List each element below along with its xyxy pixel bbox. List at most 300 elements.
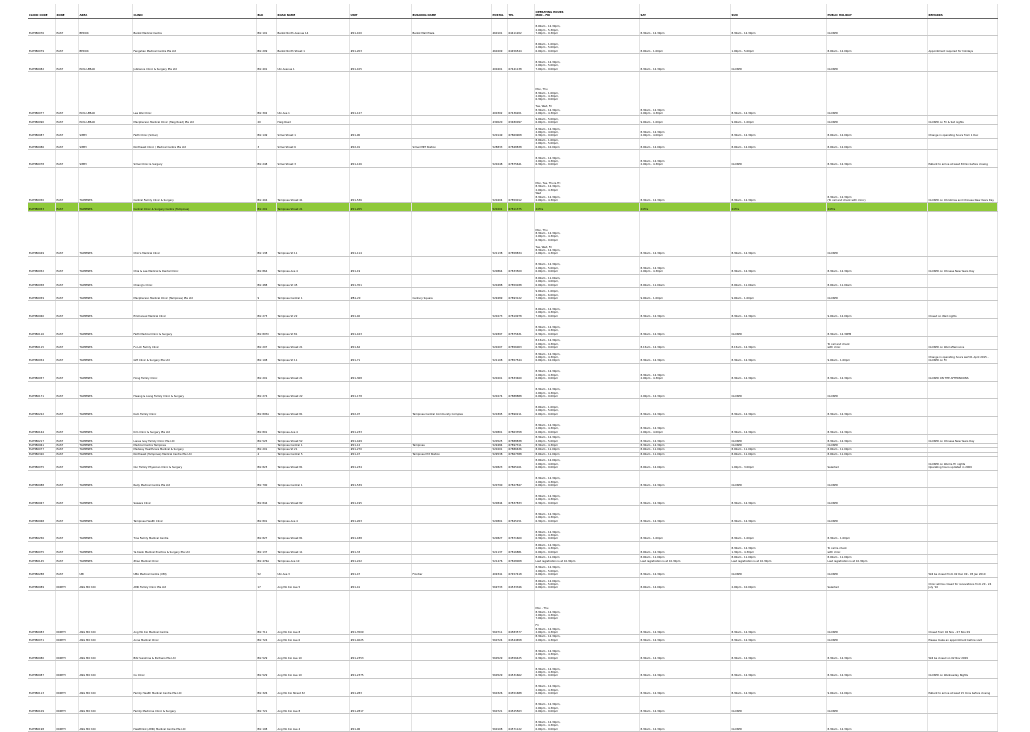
cell-code: ELPHB0075 bbox=[28, 457, 55, 470]
table-row bbox=[28, 417, 997, 435]
cell-tel: 64525563 bbox=[507, 696, 534, 714]
cell-road: Ang Mo Kio Street 32 bbox=[276, 678, 349, 696]
table-row bbox=[28, 256, 997, 274]
cell-tel: 67436201 bbox=[507, 71, 534, 116]
cell-area: PAYA LEBAR bbox=[78, 71, 132, 116]
cell-bldg: Tampines Central Community Complex bbox=[411, 399, 491, 417]
cell-blk: Blk 525 bbox=[256, 435, 276, 444]
cell-zone: EAST bbox=[55, 274, 78, 287]
cell-clinic: Kim Clinic & Surgery Pte Ltd bbox=[132, 417, 256, 435]
cell-ph: 9.00am - 12.00pm bbox=[826, 678, 927, 696]
cell-area: TAMPINES bbox=[78, 417, 132, 435]
cell-unit: #01-163 bbox=[349, 319, 411, 337]
cell-bldg bbox=[411, 319, 491, 337]
cell-unit bbox=[349, 116, 411, 125]
cell-mon: 8.30am - 12.30pm, 2.00pm - 4.30pm, 6.00pm - 9.00pm bbox=[534, 417, 639, 435]
cell-clinic: Family Medicine Clinic & Surgery bbox=[132, 696, 256, 714]
cell-ph: 8.30am - 12.30pm bbox=[826, 643, 927, 661]
cell-sun: CLOSED bbox=[730, 443, 826, 447]
cell-blk: Blk 101 bbox=[256, 18, 276, 36]
cell-road: Tampines Ave 4 bbox=[276, 417, 349, 435]
cell-tel: 67886636 bbox=[507, 448, 534, 452]
cell-road: Tampines Street 21 bbox=[276, 337, 349, 350]
cell-ph: 8.30am - 12.30pm bbox=[826, 149, 927, 167]
cell-mon: 8.00am - 12.30pm, 2.00pm - 5.30pm, 7.00pm - 9.30pm bbox=[534, 18, 639, 36]
cell-area: ANG MO KIO bbox=[78, 714, 132, 732]
cell-sat: 8.30am - 12.30pm 2.00pm - 4.00pm bbox=[639, 125, 730, 138]
cell-postal: 560529 bbox=[491, 661, 507, 679]
cell-sun: 8.30am - 12.30pm bbox=[730, 167, 826, 203]
cell-bldg bbox=[411, 203, 491, 212]
cell-tel: 64544658 bbox=[507, 635, 534, 643]
cell-zone: EAST bbox=[55, 506, 78, 524]
cell-zone: NORTH bbox=[55, 643, 78, 661]
table-row bbox=[28, 661, 997, 679]
cell-area: BEDOK bbox=[78, 36, 132, 54]
cell-code: ELPHB0071 bbox=[28, 635, 55, 643]
cell-unit: #01-2817 bbox=[349, 696, 411, 714]
cell-tel: 67897311 bbox=[507, 443, 534, 447]
cell-ph: 8.30am - 1.00pm bbox=[826, 524, 927, 542]
table-row bbox=[28, 564, 997, 577]
cell-ph: CLOSED bbox=[826, 590, 927, 635]
cell-area: ANG MO KIO bbox=[78, 635, 132, 643]
cell-blk: 52 bbox=[256, 564, 276, 577]
cell-sat: 8.30am - 12.30pm 2.00pm - 4.00pm bbox=[639, 417, 730, 435]
cell-sat: 8.30am - 12.30pm bbox=[639, 590, 730, 635]
cell-sun: 8.30am - 12.30pm bbox=[730, 399, 826, 417]
cell-rem: CLOSED on Chinese New Years Day bbox=[927, 435, 997, 444]
cell-ph: 8.30am - 12.30pm bbox=[826, 363, 927, 381]
cell-sat: 8.30am - 12.30pm bbox=[639, 167, 730, 203]
cell-code: ELPHB0058 bbox=[28, 274, 55, 287]
cell-clinic: Zhao Medical Clinic bbox=[132, 555, 256, 564]
table-row bbox=[28, 381, 997, 399]
cell-blk: Blk 864 bbox=[256, 256, 276, 274]
cell-clinic: Chin's Medical Clinic bbox=[132, 212, 256, 257]
cell-postal: 520801 bbox=[491, 417, 507, 435]
cell-clinic: Kam Family Clinic bbox=[132, 399, 256, 417]
cell-mon: 8.30am - 12.30pm, 2.00pm - 5.00pm, 6.00pm - 9.00pm bbox=[534, 564, 639, 577]
cell-area: TAMPINES bbox=[78, 212, 132, 257]
cell-sun: 8.30am - 12.30pm bbox=[730, 18, 826, 36]
cell-postal: 520273 bbox=[491, 301, 507, 319]
cell-road: Tampines St 81 bbox=[276, 319, 349, 337]
cell-mon: 8.30am - 12.30pm, 2.00pm - 4.30pm, 6.30pm - 9.00pm bbox=[534, 488, 639, 506]
cell-clinic: Sawara Clinic bbox=[132, 488, 256, 506]
cell-postal: 528833 bbox=[491, 138, 507, 149]
cell-area: ANG MO KIO bbox=[78, 577, 132, 590]
cell-mon: 8.30am - 12.30pm, 2.00pm - 4.30pm, 6.00pm - 10.00pm bbox=[534, 350, 639, 363]
cell-tel: 67857544 bbox=[507, 350, 534, 363]
cell-unit: #01-234 bbox=[349, 457, 411, 470]
cell-postal: 520201 bbox=[491, 448, 507, 452]
cell-clinic: Ang Mo Kio Medical Centre bbox=[132, 590, 256, 635]
cell-tel: 67845151 bbox=[507, 506, 534, 524]
cell-postal: 520823 bbox=[491, 457, 507, 470]
cell-unit: #01-47 bbox=[349, 452, 411, 456]
cell-code: ELPHB0079 bbox=[28, 36, 55, 54]
cell-zone: NORTH bbox=[55, 577, 78, 590]
cell-ph: CLOSED bbox=[826, 212, 927, 257]
cell-sat: 8.30am - 12.30pm bbox=[639, 18, 730, 36]
cell-tel: 67457418 bbox=[507, 564, 534, 577]
cell-area: TAMPINES bbox=[78, 457, 132, 470]
cell-road: Simei Street 3 bbox=[276, 149, 349, 167]
column-header: SUN bbox=[730, 4, 826, 18]
table-row bbox=[28, 350, 997, 363]
cell-unit: #01-105 bbox=[349, 54, 411, 72]
cell-tel: 63480097 bbox=[507, 116, 534, 125]
cell-clinic: Fu Loh Family Clinic bbox=[132, 337, 256, 350]
cell-unit: #01-222 bbox=[349, 555, 411, 564]
cell-area: TAMPINES bbox=[78, 381, 132, 399]
cell-sat: 8.15am - 12.30pm bbox=[639, 337, 730, 350]
cell-sat: 9.00am - 1.00pm bbox=[639, 116, 730, 125]
cell-ph: 8.30am - 12.30pm bbox=[826, 399, 927, 417]
cell-mon: 9.00am - 1.00pm, 2.00pm - 6.00pm, 7.00pm - 9.00pm bbox=[534, 288, 639, 301]
cell-postal: 560711 bbox=[491, 590, 507, 635]
cell-area: ANG MO KIO bbox=[78, 590, 132, 635]
cell-sun: 8.30am - 12.30pm bbox=[730, 488, 826, 506]
cell-road: Tampines Street 82 bbox=[276, 488, 349, 506]
cell-unit: #01-263 bbox=[349, 506, 411, 524]
cell-postal: 521476 bbox=[491, 555, 507, 564]
cell-zone: EAST bbox=[55, 138, 78, 149]
cell-zone: EAST bbox=[55, 212, 78, 257]
cell-tel: 67828008 bbox=[507, 555, 534, 564]
cell-tel: 64551688 bbox=[507, 678, 534, 696]
cell-blk: Blk 404 bbox=[256, 167, 276, 203]
cell-zone: EAST bbox=[55, 381, 78, 399]
cell-road: Bedok North Avenue 14 bbox=[276, 18, 349, 36]
cell-code: ELPHB0115 bbox=[28, 337, 55, 350]
cell-unit: #01-283 bbox=[349, 678, 411, 696]
cell-sat: 8.30am - 12.30pm bbox=[639, 564, 730, 577]
cell-clinic: Medical Centre Tampines bbox=[132, 443, 256, 447]
cell-road: Tampines Street 52 bbox=[276, 435, 349, 444]
cell-code: ELPHB0089 bbox=[28, 577, 55, 590]
cell-zone: EAST bbox=[55, 337, 78, 350]
cell-sat: 8.00am - 1.00pm bbox=[639, 36, 730, 54]
cell-rem bbox=[927, 524, 997, 542]
cell-zone: EAST bbox=[55, 363, 78, 381]
table-row bbox=[28, 643, 997, 661]
cell-sat: 8.30am - 12.30pm bbox=[639, 212, 730, 257]
cell-code: ELPHB0320 bbox=[28, 452, 55, 456]
cell-ph: 8.00am - 11.00pm Last registration is at 10.30pm bbox=[826, 555, 927, 564]
cell-rem: Patient to arrive at least 30min before closing bbox=[927, 149, 997, 167]
cell-blk: Blk 895A bbox=[256, 399, 276, 417]
cell-code: ELPHB0116 bbox=[28, 319, 55, 337]
cell-rem bbox=[927, 203, 997, 212]
cell-clinic: Central Clinic & Surgery Centre (Tampines) bbox=[132, 203, 256, 212]
cell-sun: 8.30am - 1.00pm bbox=[730, 524, 826, 542]
cell-sat: 8.00am - 12.00pm bbox=[639, 577, 730, 590]
cell-mon: 8.30am - 12.30pm, 2.00pm - 4.00pm, 6.30pm - 9.00pm bbox=[534, 125, 639, 138]
cell-road: Tampines St 45 bbox=[276, 274, 349, 287]
cell-ph: CLOSED bbox=[826, 488, 927, 506]
cell-ph: CLOSED bbox=[826, 18, 927, 36]
cell-ph: CLOSED bbox=[826, 506, 927, 524]
cell-road: Tampines Street 81 bbox=[276, 524, 349, 542]
cell-clinic: Cu Clinic bbox=[132, 661, 256, 679]
cell-sun: 8.30am - 12.30pm bbox=[730, 506, 826, 524]
cell-road: Tampines Ave 4 bbox=[276, 506, 349, 524]
cell-postal: 560108 bbox=[491, 714, 507, 732]
cell-bldg bbox=[411, 635, 491, 643]
cell-bldg bbox=[411, 555, 491, 564]
cell-zone: NORTH bbox=[55, 714, 78, 732]
cell-unit: #01-270 bbox=[349, 448, 411, 452]
cell-postal: 520207 bbox=[491, 337, 507, 350]
cell-code: ELPHB0145 bbox=[28, 555, 55, 564]
cell-zone: NORTH bbox=[55, 678, 78, 696]
cell-blk: Blk 711 bbox=[256, 590, 276, 635]
cell-clinic: Anna Medical Clinic bbox=[132, 635, 256, 643]
table-row bbox=[28, 399, 997, 417]
cell-tel: 67890211 bbox=[507, 399, 534, 417]
header-row bbox=[28, 4, 997, 18]
cell-clinic: Healthlink (AMK) Medical Centre Pte Ltd bbox=[132, 714, 256, 732]
cell-clinic: Family Health Medical Centre Pte Ltd bbox=[132, 678, 256, 696]
cell-unit: #01-4025 bbox=[349, 635, 411, 643]
cell-unit: #01-2375 bbox=[349, 661, 411, 679]
cell-postal: 560724 bbox=[491, 635, 507, 643]
cell-sat: 8.30am - 12.30pm bbox=[639, 714, 730, 732]
cell-area: TAMPINES bbox=[78, 319, 132, 337]
cell-clinic: Chiang's Clinic bbox=[132, 274, 256, 287]
cell-sun: CLOSED bbox=[730, 381, 826, 399]
cell-zone: EAST bbox=[55, 541, 78, 554]
cell-postal: 520525 bbox=[491, 435, 507, 444]
cell-bldg bbox=[411, 350, 491, 363]
cell-ph: 8.00am - 12.00pm bbox=[826, 138, 927, 149]
cell-unit: #01-536 bbox=[349, 167, 411, 203]
cell-blk: Blk 529 bbox=[256, 643, 276, 661]
cell-bldg bbox=[411, 457, 491, 470]
cell-mon: 8.30am - 12.30pm, 2.00pm - 4.30pm, 6.00pm - 9.00pm bbox=[534, 714, 639, 732]
cell-mon: 8.00am - 1.00pm, 2.00pm - 5.00pm, 6.00pm - 10.00pm bbox=[534, 138, 639, 149]
cell-postal: 400302 bbox=[491, 71, 507, 116]
cell-mon: Mon, Tue, Thu & Fri 8.30am - 12.30pm, 2.00pm - 4.30pm Wed 8.30am - 12.30pm, 2.00pm - 4.30pm bbox=[534, 167, 639, 203]
cell-blk: Blk 138 bbox=[256, 212, 276, 257]
cell-mon: 8.30am - 12.30pm, 2.00pm - 4.30pm, 6.00pm - 9.00pm bbox=[534, 470, 639, 488]
cell-sun: 8.30am - 12.30pm bbox=[730, 635, 826, 643]
cell-clinic: Macpherson Medical Clinic (Tampines) Pte Ltd bbox=[132, 288, 256, 301]
table-row bbox=[28, 457, 997, 470]
spreadsheet-page bbox=[28, 4, 997, 732]
cell-zone: NORTH bbox=[55, 635, 78, 643]
cell-blk: Blk 149 bbox=[256, 125, 276, 138]
cell-mon: 8.30am - 12.30pm, 2.00pm - 4.30pm, 6.30pm - 9.00pm bbox=[534, 319, 639, 337]
cell-code: ELPHB0222 bbox=[28, 399, 55, 417]
cell-tel: 67859012 bbox=[507, 167, 534, 203]
cell-sat: 8.30am - 12.30pm bbox=[639, 470, 730, 488]
cell-clinic: Jubilance Clinic & Surgery Pte Ltd bbox=[132, 54, 256, 72]
column-header: AREA bbox=[78, 4, 132, 18]
cell-sat: 8.30am - 12.30pm bbox=[639, 443, 730, 447]
cell-bldg bbox=[411, 363, 491, 381]
cell-area: SIMEI bbox=[78, 125, 132, 138]
cell-unit: #01-71 bbox=[349, 350, 411, 363]
cell-postal: 400401 bbox=[491, 54, 507, 72]
cell-zone: EAST bbox=[55, 18, 78, 36]
cell-ph: 24Hrs bbox=[826, 203, 927, 212]
cell-road: Tampines Central 5 bbox=[276, 452, 349, 456]
cell-tel: 64571122 bbox=[507, 714, 534, 732]
column-header: UNIT bbox=[349, 4, 411, 18]
cell-sun: 8.30am - 12.30pm bbox=[730, 678, 826, 696]
cell-sun: 8.30am - 12.30pm bbox=[730, 643, 826, 661]
cell-sun: CLOSED bbox=[730, 696, 826, 714]
cell-tel: 67816881 bbox=[507, 541, 534, 554]
cell-blk: 17 bbox=[256, 577, 276, 590]
cell-clinic: Bitz Sunshine & Partners Pte Ltd bbox=[132, 643, 256, 661]
cell-sun: 8.00am - 11.00pm bbox=[730, 452, 826, 456]
cell-rem: Will be closed from 02 Dec 09 - 05 Jan 2010 bbox=[927, 564, 997, 577]
cell-tel: 64583577 bbox=[507, 590, 534, 635]
cell-clinic: Faith Clinic (Simei) bbox=[132, 125, 256, 138]
cell-postal: 521108 bbox=[491, 350, 507, 363]
cell-road: Ang Mo Kio Ave 6 bbox=[276, 635, 349, 643]
cell-ph: 9.00am - 1.00pm bbox=[826, 350, 927, 363]
cell-zone: NORTH bbox=[55, 661, 78, 679]
cell-bldg bbox=[411, 54, 491, 72]
cell-zone: EAST bbox=[55, 288, 78, 301]
cell-ph: 8.00am - 11.00pm bbox=[826, 452, 927, 456]
cell-sun: 8.30am - 12.30pm bbox=[730, 417, 826, 435]
cell-zone: EAST bbox=[55, 524, 78, 542]
cell-ph: CLOSED bbox=[826, 116, 927, 125]
cell-blk: Blk 108 bbox=[256, 714, 276, 732]
cell-mon: 9.00am - 5.00pm, 6.00pm - 9.00pm bbox=[534, 116, 639, 125]
cell-mon: 8.30am - 12.30pm, 2.00pm - 4.30pm, 6.30pm - 9.00pm bbox=[534, 661, 639, 679]
cell-sun: 8.30am - 12.30pm bbox=[730, 256, 826, 274]
cell-area: ANG MO KIO bbox=[78, 696, 132, 714]
cell-mon: 8.00am - 12.30pm, 2.00pm - 4.30pm, 7.00pm - 9.00pm bbox=[534, 301, 639, 319]
cell-sun: 8.00am - 11.00pm Last registration is at 10.30pm bbox=[730, 555, 826, 564]
cell-code: ELPHB0288 bbox=[28, 564, 55, 577]
cell-zone: EAST bbox=[55, 54, 78, 72]
cell-code: ELPHB0067 bbox=[28, 488, 55, 506]
cell-mon: 8.30am - 12.30pm, 2.00pm - 4.30pm, 6.00pm - 9.00pm bbox=[534, 363, 639, 381]
cell-ph: 8.30am - 12.30pm bbox=[826, 256, 927, 274]
cell-sat: 24Hrs bbox=[639, 203, 730, 212]
cell-clinic: Redy Medical Centre Pte Ltd bbox=[132, 470, 256, 488]
cell-area: ANG MO KIO bbox=[78, 678, 132, 696]
cell-bldg bbox=[411, 435, 491, 444]
cell-tel: 67863358 bbox=[507, 417, 534, 435]
cell-rem bbox=[927, 417, 997, 435]
cell-road: Ang Mo Kio Ave 10 bbox=[276, 643, 349, 661]
cell-unit: #01-205 bbox=[349, 203, 411, 212]
cell-code: ELPHB0059 bbox=[28, 288, 55, 301]
cell-mon: 24Hrs bbox=[534, 203, 639, 212]
cell-unit: #01-195 bbox=[349, 488, 411, 506]
cell-bldg: Bedok Mall Plaza bbox=[411, 18, 491, 36]
cell-ph: Selected bbox=[826, 457, 927, 470]
cell-bldg bbox=[411, 524, 491, 542]
cell-area: TAMPINES bbox=[78, 301, 132, 319]
cell-sat: 8.00am - 11.00pm bbox=[639, 452, 730, 456]
cell-rem bbox=[927, 319, 997, 337]
cell-clinic: Tina Family Medical Centre bbox=[132, 524, 256, 542]
table-row bbox=[28, 541, 997, 554]
cell-postal: 520844 bbox=[491, 488, 507, 506]
cell-rem: Closed on Wed nights bbox=[927, 301, 997, 319]
cell-bldg bbox=[411, 661, 491, 679]
cell-sun: CLOSED bbox=[730, 564, 826, 577]
cell-road: Ang Mo Kio Ave 4 bbox=[276, 714, 349, 732]
cell-postal: 520201 bbox=[491, 203, 507, 212]
cell-road: Tampines St 11 bbox=[276, 350, 349, 363]
cell-ph: 8.30am - 12.30pm bbox=[826, 417, 927, 435]
cell-rem: CLOSED on Wed afternoons bbox=[927, 337, 997, 350]
cell-mon: 8.30am - 12.30pm, 2.00pm - 4.30pm, 6.00pm - 9.00pm bbox=[534, 696, 639, 714]
cell-area: PAYA LEBAR bbox=[78, 116, 132, 125]
cell-ph: CLOSED bbox=[826, 71, 927, 116]
cell-rem: CLOSED on Christmas and Chinese New Years Day bbox=[927, 167, 997, 203]
cell-clinic: Northeast (Tampines) Medical Centre Pte Ltd bbox=[132, 452, 256, 456]
cell-ph: 8.00am - 11.00pm bbox=[826, 448, 927, 452]
column-header: ZONE bbox=[55, 4, 78, 18]
cell-bldg bbox=[411, 506, 491, 524]
cell-road: Ang Mo Kio Ave 5 bbox=[276, 577, 349, 590]
cell-mon: 8.00am - 12.00pm, 2.00pm - 4.00pm, 6.00pm - 9.00pm bbox=[534, 457, 639, 470]
cell-bldg: Tampines bbox=[411, 443, 491, 447]
column-header: REMARKS bbox=[927, 4, 997, 18]
cell-sat: 8.30am - 12.30pm bbox=[639, 301, 730, 319]
table-row bbox=[28, 524, 997, 542]
cell-zone: EAST bbox=[55, 167, 78, 203]
cell-area: ANG MO KIO bbox=[78, 661, 132, 679]
cell-sun: 8.00am - 12.00pm bbox=[730, 138, 826, 149]
cell-postal: 520864 bbox=[491, 256, 507, 274]
table-row bbox=[28, 18, 997, 36]
cell-mon: 8.30am - 12.30pm, 2.00pm - 5.00pm bbox=[534, 435, 639, 444]
cell-unit: #02-01 bbox=[349, 138, 411, 149]
cell-code: ELPHB0080 bbox=[28, 643, 55, 661]
cell-code: ELPHB0088 bbox=[28, 470, 55, 488]
cell-code: ELPHB0087 bbox=[28, 125, 55, 138]
cell-ph: 8.00am - 12.00pm bbox=[826, 36, 927, 54]
cell-zone: EAST bbox=[55, 116, 78, 125]
cell-sun: 1.00pm - 5.00pm bbox=[730, 36, 826, 54]
cell-clinic: Simei Clinic & Surgery bbox=[132, 149, 256, 167]
cell-unit: #01-188 bbox=[349, 524, 411, 542]
cell-sat: 8.30am - 12.30pm bbox=[639, 350, 730, 363]
cell-clinic: Bedok Medical Centre bbox=[132, 18, 256, 36]
cell-sun: 8.00am - 11.00am bbox=[730, 274, 826, 287]
cell-tel: 67441138 bbox=[507, 54, 534, 72]
table-row bbox=[28, 125, 997, 138]
cell-rem bbox=[927, 696, 997, 714]
cell-rem: Please make an appointment before visit bbox=[927, 635, 997, 643]
column-header: OPERATING HOURS MON - FRI bbox=[534, 4, 639, 18]
cell-sun: 9.00am - 1.00pm bbox=[730, 288, 826, 301]
cell-zone: EAST bbox=[55, 149, 78, 167]
cell-area: TAMPINES bbox=[78, 350, 132, 363]
cell-area: TAMPINES bbox=[78, 288, 132, 301]
cell-sun: 8.30am - 12.30pm bbox=[730, 301, 826, 319]
cell-road: Ang Mo Kio Ave 10 bbox=[276, 661, 349, 679]
cell-sun: 8.30am - 12.30pm bbox=[730, 590, 826, 635]
cell-ph: Selected bbox=[826, 577, 927, 590]
cell-code: ELPHB0171 bbox=[28, 381, 55, 399]
cell-blk: Blk 827 bbox=[256, 524, 276, 542]
cell-unit: #01-178 bbox=[349, 381, 411, 399]
